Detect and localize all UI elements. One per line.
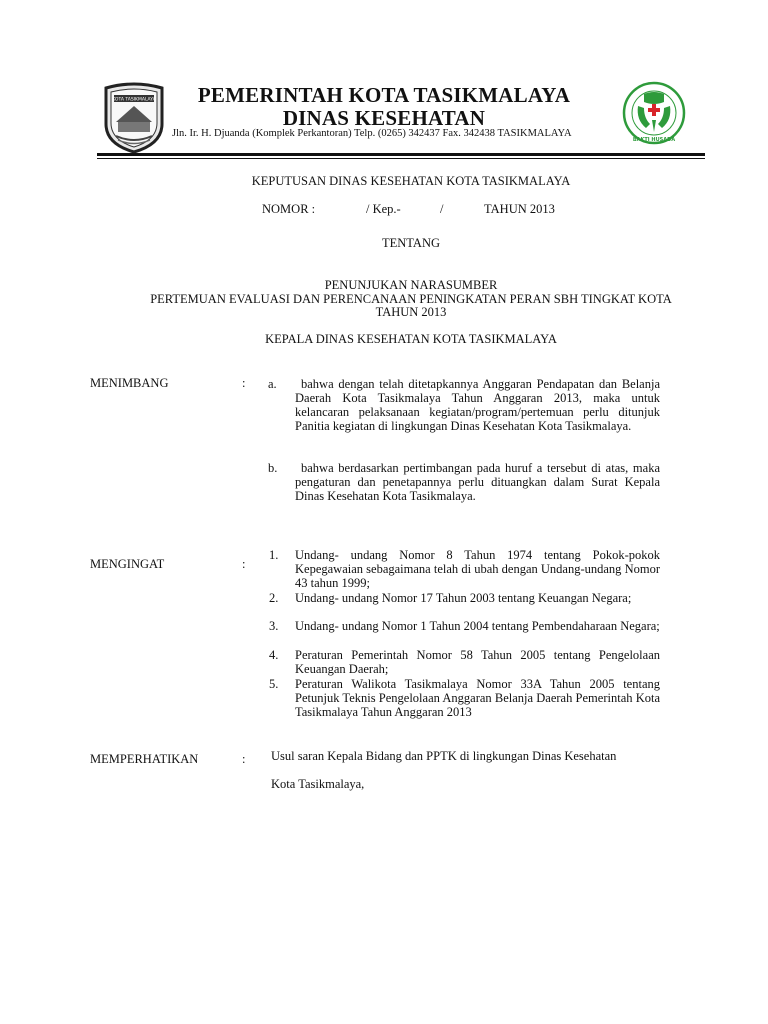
left-logo-text: KOTA TASIKMALAYA: [112, 97, 156, 103]
nomor-tahun: TAHUN 2013: [484, 202, 555, 216]
mengingat-item-3: Undang- undang Nomor 1 Tahun 2004 tentang Pembendaharaan Negara;: [295, 619, 660, 633]
mengingat-marker-4: 4.: [269, 648, 279, 662]
subject-line3: TAHUN 2013: [375, 305, 447, 319]
official-title: KEPALA DINAS KESEHATAN KOTA TASIKMALAYA: [265, 332, 557, 346]
menimbang-label: MENIMBANG: [90, 376, 169, 390]
mengingat-marker-5: 5.: [269, 677, 279, 691]
letterhead-title-line1: PEMERINTAH KOTA TASIKMALAYA: [197, 83, 571, 107]
menimbang-item-a: bahwa dengan telah ditetapkannya Anggaran Pendapatan dan Belanja Daerah Kota Tasikmalaya Tahun Anggaran 2013, maka untuk kelancaran pelaksanaan kegiatan/program/pertemuan perlu ditunjuk Panitia kegiatan di lingkungan Dinas Kesehatan Kota Tasikmalaya.: [295, 377, 660, 433]
mengingat-marker-3: 3.: [269, 619, 279, 633]
nomor-label: NOMOR :: [262, 202, 316, 216]
mengingat-item-1: Undang- undang Nomor 8 Tahun 1974 tentang Pokok-pokok Kepegawaian sebagaimana telah di ubah dengan Undang-undang Nomor 43 tahun 1999;: [295, 548, 660, 590]
mengingat-item-4: Peraturan Pemerintah Nomor 58 Tahun 2005 tentang Pengelolaan Keuangan Daerah;: [295, 648, 660, 676]
mengingat-marker-1: 1.: [269, 548, 279, 562]
nomor-slash: /: [440, 202, 444, 216]
mengingat-label: MENGINGAT: [90, 557, 165, 571]
mengingat-colon: :: [242, 557, 246, 571]
letterhead-divider-thin: [97, 158, 705, 159]
letterhead-divider-thick: [97, 153, 705, 156]
memperhatikan-colon: :: [242, 752, 246, 766]
memperhatikan-line1: Usul saran Kepala Bidang dan PPTK di lingkungan Dinas Kesehatan: [271, 749, 617, 763]
mengingat-item-2: Undang- undang Nomor 17 Tahun 2003 tentang Keuangan Negara;: [295, 591, 632, 605]
decree-title: KEPUTUSAN DINAS KESEHATAN KOTA TASIKMALAYA: [251, 174, 571, 188]
menimbang-colon: :: [242, 376, 246, 390]
memperhatikan-line2: Kota Tasikmalaya,: [271, 777, 365, 791]
memperhatikan-label: MEMPERHATIKAN: [90, 752, 199, 766]
nomor-kep: / Kep.-: [366, 202, 401, 216]
mengingat-item-5: Peraturan Walikota Tasikmalaya Nomor 33A Tahun 2005 tentang Petunjuk Teknis Pengelolaan Anggaran Belanja Daerah Pemerintah Kota Tasikmalaya Tahun Anggaran 2013: [295, 677, 660, 719]
subject-line2: PERTEMUAN EVALUASI DAN PERENCANAAN PENINGKATAN PERAN SBH TINGKAT KOTA: [150, 292, 672, 306]
tentang-label: TENTANG: [381, 236, 440, 250]
letterhead-address: Jln. Ir. H. Djuanda (Komplek Perkantoran) Telp. (0265) 342437 Fax. 342438 TASIKMALAYA: [172, 128, 572, 139]
menimbang-marker-b: b.: [268, 461, 278, 475]
mengingat-marker-2: 2.: [269, 591, 279, 605]
letterhead-title-line2: DINAS KESEHATAN: [282, 106, 486, 130]
subject-line1: PENUNJUKAN NARASUMBER: [324, 278, 498, 292]
right-logo-text: BAKTI HUSADA: [632, 137, 676, 143]
menimbang-item-b: bahwa berdasarkan pertimbangan pada huruf a tersebut di atas, maka pengaturan dan penetapannya perlu dituangkan dalam Surat Kepala Dinas Kesehatan Kota Tasikmalaya.: [295, 461, 660, 503]
menimbang-marker-a: a.: [268, 377, 277, 391]
